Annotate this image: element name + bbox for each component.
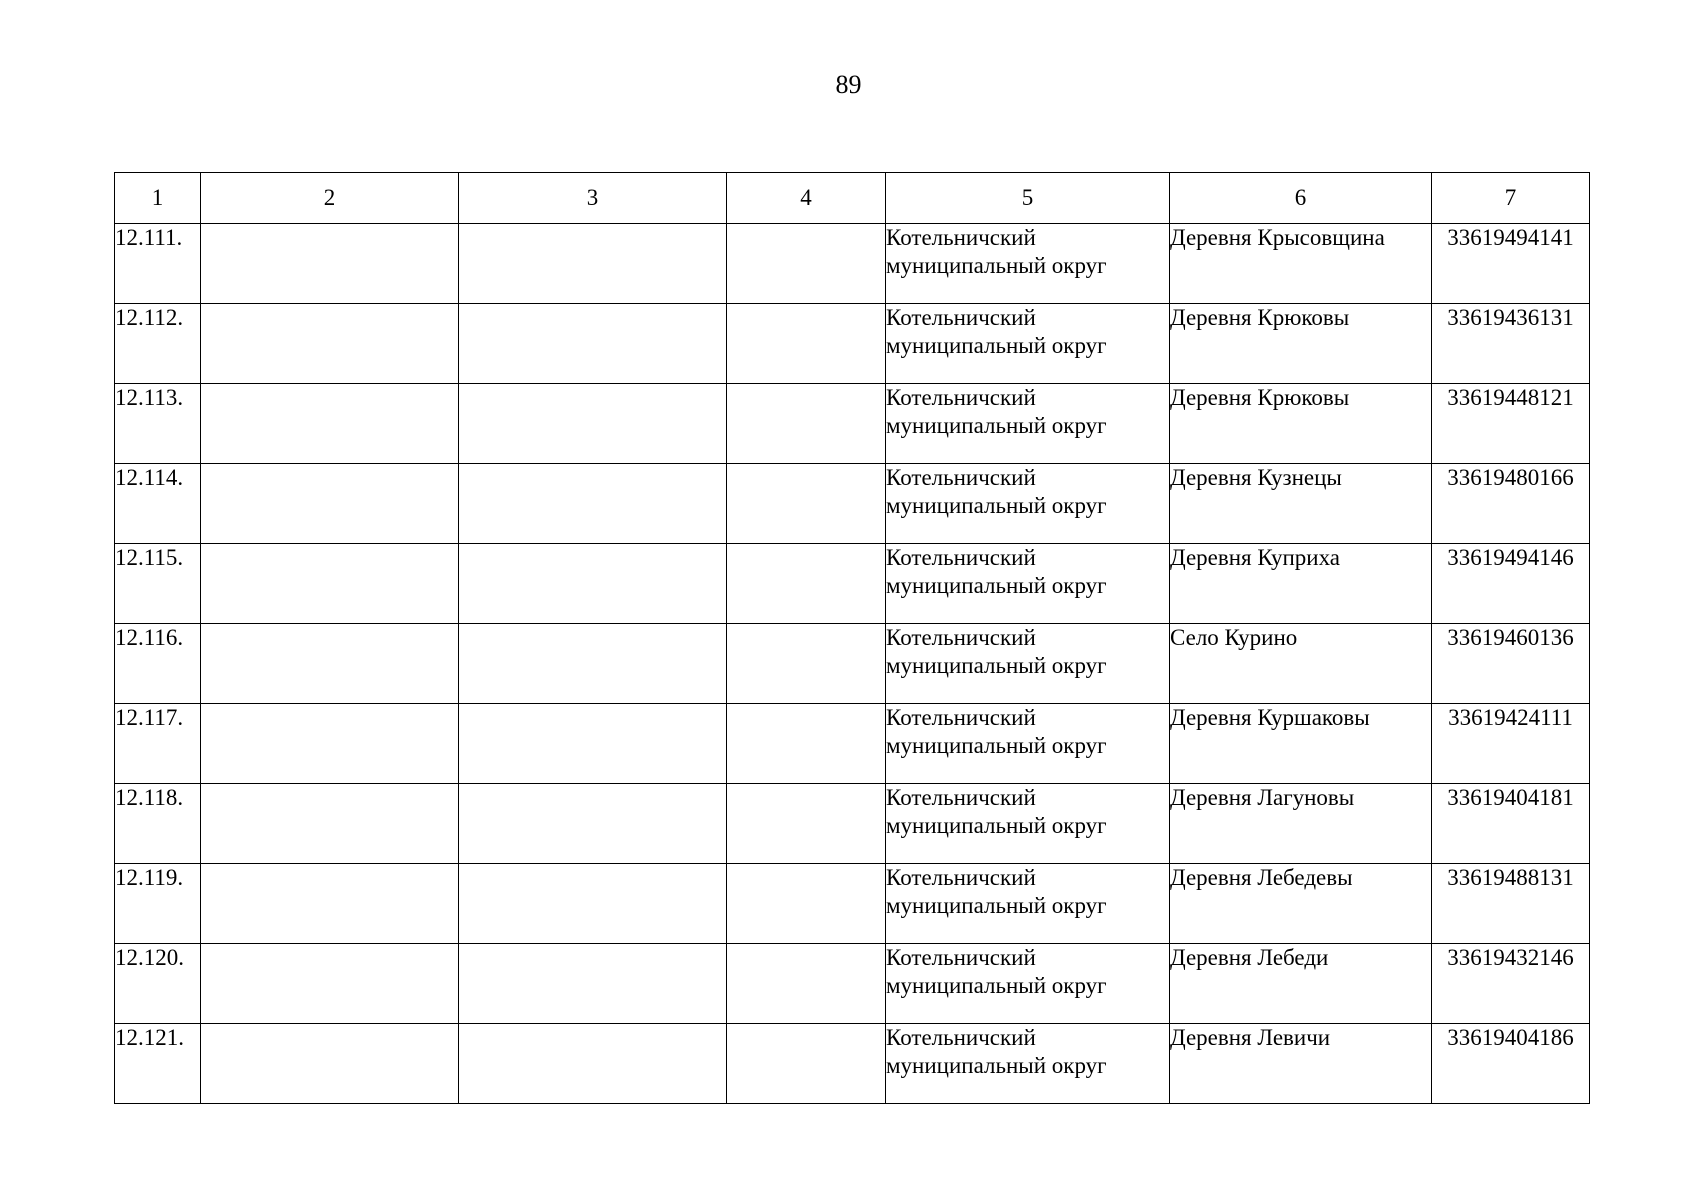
code-cell: 33619494141: [1432, 224, 1590, 304]
district-cell: [886, 864, 1170, 944]
cell-col-4: [727, 224, 886, 304]
table-header: [115, 173, 1590, 224]
district-cell: [886, 784, 1170, 864]
cell-col-3: [459, 704, 727, 784]
cell-col-3: [459, 624, 727, 704]
district-line-1: Котельничский: [886, 865, 1036, 890]
cell-col-4: [727, 544, 886, 624]
code-cell: 33619488131: [1432, 864, 1590, 944]
district-line-1: Котельничский: [886, 225, 1036, 250]
district-line-1: Котельничский: [886, 625, 1036, 650]
code-cell: 33619424111: [1432, 704, 1590, 784]
row-number: 12.112.: [115, 304, 201, 384]
row-number: 12.116.: [115, 624, 201, 704]
row-number: 12.121.: [115, 1024, 201, 1104]
table-row: [115, 784, 1590, 864]
row-number: 12.119.: [115, 864, 201, 944]
cell-col-3: [459, 544, 727, 624]
cell-col-2: [201, 784, 459, 864]
district-cell: [886, 624, 1170, 704]
table-row: [115, 864, 1590, 944]
district-cell: [886, 704, 1170, 784]
cell-col-3: [459, 1024, 727, 1104]
cell-col-2: [201, 224, 459, 304]
code-cell: 33619494146: [1432, 544, 1590, 624]
data-table: [114, 172, 1590, 1104]
table-row: [115, 304, 1590, 384]
district-cell: [886, 224, 1170, 304]
header-col-3: 3: [459, 173, 727, 224]
settlement-cell: Деревня Крюковы: [1170, 384, 1432, 464]
code-cell: 33619460136: [1432, 624, 1590, 704]
district-line-2: муниципальный округ: [886, 333, 1107, 358]
settlement-cell: Деревня Лебедевы: [1170, 864, 1432, 944]
row-number: 12.118.: [115, 784, 201, 864]
cell-col-2: [201, 304, 459, 384]
table-row: [115, 1024, 1590, 1104]
code-cell: 33619404181: [1432, 784, 1590, 864]
district-line-1: Котельничский: [886, 1025, 1036, 1050]
table-row: [115, 224, 1590, 304]
district-line-1: Котельничский: [886, 305, 1036, 330]
district-line-2: муниципальный округ: [886, 973, 1107, 998]
cell-col-2: [201, 704, 459, 784]
cell-col-3: [459, 864, 727, 944]
table-body: [115, 224, 1590, 1104]
district-line-1: Котельничский: [886, 785, 1036, 810]
settlement-cell: Деревня Лебеди: [1170, 944, 1432, 1024]
cell-col-2: [201, 544, 459, 624]
cell-col-4: [727, 944, 886, 1024]
row-number: 12.111.: [115, 224, 201, 304]
header-col-6: 6: [1170, 173, 1432, 224]
district-cell: [886, 1024, 1170, 1104]
district-line-2: муниципальный округ: [886, 893, 1107, 918]
table-row: [115, 624, 1590, 704]
district-cell: [886, 544, 1170, 624]
district-line-2: муниципальный округ: [886, 253, 1107, 278]
table-row: [115, 944, 1590, 1024]
row-number: 12.117.: [115, 704, 201, 784]
cell-col-3: [459, 304, 727, 384]
cell-col-4: [727, 864, 886, 944]
table-row: [115, 544, 1590, 624]
settlement-cell: Деревня Куршаковы: [1170, 704, 1432, 784]
cell-col-2: [201, 384, 459, 464]
district-line-1: Котельничский: [886, 545, 1036, 570]
district-line-2: муниципальный округ: [886, 573, 1107, 598]
district-cell: [886, 944, 1170, 1024]
cell-col-4: [727, 704, 886, 784]
header-col-5: 5: [886, 173, 1170, 224]
code-cell: 33619480166: [1432, 464, 1590, 544]
settlement-cell: Деревня Крюковы: [1170, 304, 1432, 384]
cell-col-4: [727, 784, 886, 864]
district-cell: [886, 384, 1170, 464]
code-cell: 33619436131: [1432, 304, 1590, 384]
cell-col-2: [201, 944, 459, 1024]
settlement-cell: Деревня Крысовщина: [1170, 224, 1432, 304]
cell-col-4: [727, 464, 886, 544]
district-line-1: Котельничский: [886, 465, 1036, 490]
cell-col-4: [727, 304, 886, 384]
cell-col-4: [727, 1024, 886, 1104]
table-row: [115, 704, 1590, 784]
cell-col-3: [459, 944, 727, 1024]
page-number: 89: [835, 70, 862, 99]
district-line-1: Котельничский: [886, 385, 1036, 410]
cell-col-4: [727, 624, 886, 704]
cell-col-4: [727, 384, 886, 464]
cell-col-3: [459, 464, 727, 544]
district-line-2: муниципальный округ: [886, 413, 1107, 438]
district-line-1: Котельничский: [886, 705, 1036, 730]
district-line-2: муниципальный округ: [886, 653, 1107, 678]
table-row: [115, 384, 1590, 464]
settlement-cell: Село Курино: [1170, 624, 1432, 704]
settlement-cell: Деревня Куприха: [1170, 544, 1432, 624]
row-number: 12.120.: [115, 944, 201, 1024]
cell-col-2: [201, 1024, 459, 1104]
district-line-2: муниципальный округ: [886, 1053, 1107, 1078]
row-number: 12.114.: [115, 464, 201, 544]
code-cell: 33619404186: [1432, 1024, 1590, 1104]
header-col-4: 4: [727, 173, 886, 224]
code-cell: 33619448121: [1432, 384, 1590, 464]
cell-col-2: [201, 464, 459, 544]
code-cell: 33619432146: [1432, 944, 1590, 1024]
settlement-cell: Деревня Кузнецы: [1170, 464, 1432, 544]
header-col-2: 2: [201, 173, 459, 224]
settlement-cell: Деревня Лагуновы: [1170, 784, 1432, 864]
cell-col-3: [459, 224, 727, 304]
district-line-2: муниципальный округ: [886, 733, 1107, 758]
district-line-2: муниципальный округ: [886, 813, 1107, 838]
row-number: 12.115.: [115, 544, 201, 624]
header-col-1: 1: [115, 173, 201, 224]
cell-col-2: [201, 864, 459, 944]
cell-col-2: [201, 624, 459, 704]
cell-col-3: [459, 384, 727, 464]
table-row: [115, 464, 1590, 544]
cell-col-3: [459, 784, 727, 864]
district-cell: [886, 304, 1170, 384]
district-line-1: Котельничский: [886, 945, 1036, 970]
row-number: 12.113.: [115, 384, 201, 464]
header-row: [115, 173, 1590, 224]
district-line-2: муниципальный округ: [886, 493, 1107, 518]
settlement-cell: Деревня Левичи: [1170, 1024, 1432, 1104]
district-cell: [886, 464, 1170, 544]
header-col-7: 7: [1432, 173, 1590, 224]
